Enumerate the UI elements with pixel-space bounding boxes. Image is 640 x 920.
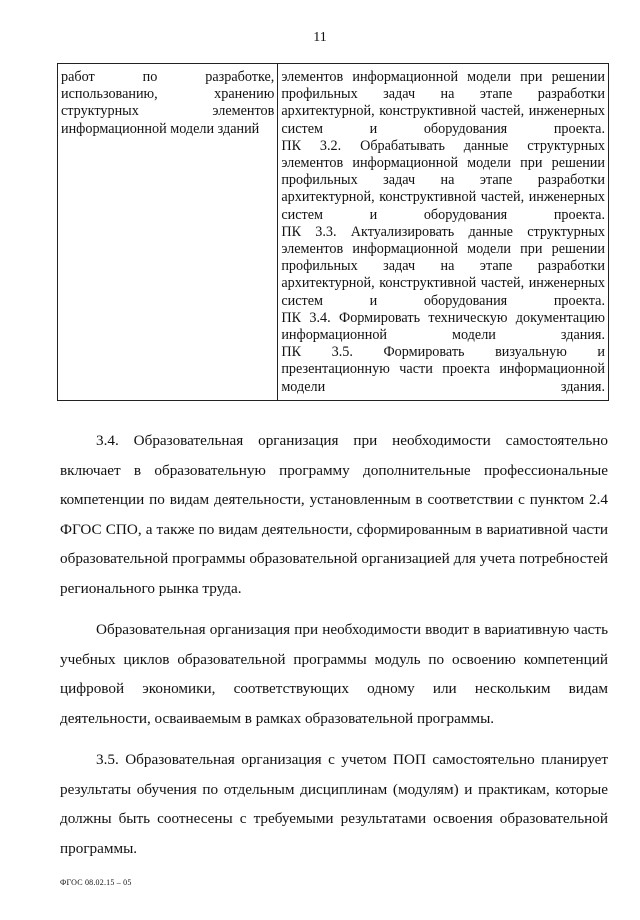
activity-text: работ по разработке, использованию, хранению структурных элементов информационной модели зданий [61,69,275,137]
footer-document-code: ФГОС 08.02.15 – 05 [60,878,132,887]
competency-pk-3-3: ПК 3.3. Актуализировать данные структурных элементов информационной модели при решении профильных задач на этапе разработки архитектурной, конструктивной частей, инженерных систем и оборудования проекта. [281,223,605,309]
competency-pk-3-4: ПК 3.4. Формировать техническую документацию информационной модели здания. [281,309,605,344]
competency-pk-3-2: ПК 3.2. Обрабатывать данные структурных элементов информационной модели при решении профильных задач на этапе разработки архитектурной, конструктивной частей, инженерных систем и оборудования проекта. [281,137,605,223]
page-number: 11 [313,30,327,45]
body-text [60,426,608,875]
competency-continuation: элементов информационной модели при решении профильных задач на этапе разработки архитектурной, конструктивной частей, инженерных систем и оборудования проекта. [281,69,605,137]
paragraph-digital-economy: Образовательная организация при необходимости вводит в вариативную часть учебных циклов образовательной программы модуль по освоению компетенций цифровой экономики, соответствующих одному или нескольким видам деятельности, осваиваемым в рамках образовательной программы. [60,621,608,727]
activity-cell [58,64,278,401]
competency-pk-3-5: ПК 3.5. Формировать визуальную и презентационную части проекта информационной модели здания. [281,344,605,395]
competencies-cell [278,64,609,401]
paragraph-3-4: 3.4. Образовательная организация при необходимости самостоятельно включает в образовательную программу дополнительные профессиональные компетенции по видам деятельности, установленным в соответствии с пунктом 2.4 ФГОС СПО, а также по видам деятельности, сформированным в вариативной части образовательной программы образовательной организацией для учета потребностей регионального рынка труда. [60,432,608,597]
table-row [58,64,609,401]
competencies-table [57,63,609,401]
paragraph-3-5: 3.5. Образовательная организация с учетом ПОП самостоятельно планирует результаты обучения по отдельным дисциплинам (модулям) и практикам, которые должны быть соотнесены с требуемыми результатами освоения образовательной программы. [60,751,608,857]
